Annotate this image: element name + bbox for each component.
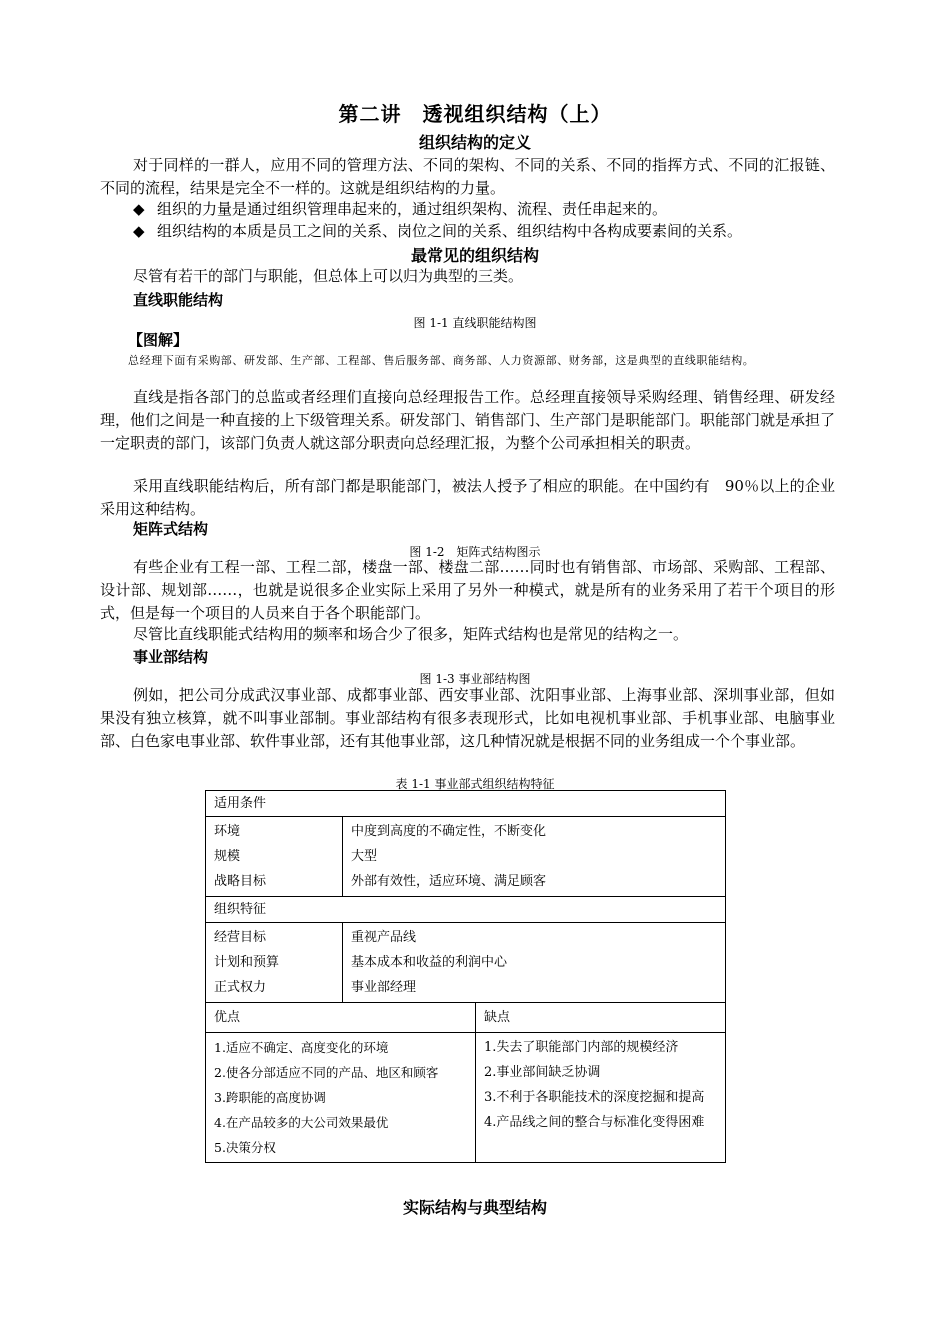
figure-caption: 图 1-2 矩阵式结构图示 [409, 545, 541, 559]
cons-list [476, 1033, 725, 1162]
conditions-labels: 环境 规模 战略目标 [206, 817, 343, 896]
figure-caption: 图 1-3 事业部结构图 [419, 672, 531, 686]
list-item: 3.跨职能的高度协调 [214, 1090, 326, 1105]
table-row [206, 897, 725, 923]
table-caption: 表 1-1 事业部式组织结构特征 [395, 777, 555, 791]
division-structure-table [205, 790, 726, 1163]
paragraph-matrix-2: 尽管比直线职能式结构用的频率和场合少了很多，矩阵式结构也是常见的结构之一。 [133, 625, 689, 643]
list-item: 2.事业部间缺乏协调 [484, 1065, 601, 1080]
figure-caption: 图 1-1 直线职能结构图 [413, 316, 537, 330]
list-item: 1.失去了职能部门内部的规模经济 [484, 1040, 679, 1055]
list-item: 4.在产品较多的大公司效果最优 [214, 1115, 389, 1130]
table-row [206, 923, 725, 1003]
bullet-item: ◆ 组织的力量是通过组织管理串起来的，通过组织架构、流程、责任串起来的。 [133, 200, 668, 218]
paragraph-linear-2: 采用直线职能结构后，所有部门都是职能部门，被法人授予了相应的职能。在中国约有 90％以上的企业采用这种结构。 [100, 477, 835, 518]
table-row [206, 1033, 725, 1162]
conditions-header: 适用条件 [214, 796, 267, 811]
features-header: 组织特征 [214, 902, 267, 917]
pros-list [206, 1033, 476, 1162]
paragraph-matrix-1: 有些企业有工程一部、工程二部，楼盘一部、楼盘二部……同时也有销售部、市场部、采购部、工程部、设计部、规划部……，也就是说很多企业实际上采用了另外一种模式，就是所有的业务采用了若干个项目的形式，但是每一个项目的人员来自于各个职能部门。 [100, 558, 835, 622]
bullet-item: ◆ 组织结构的本质是员工之间的关系、岗位之间的关系、组织结构中各构成要素间的关系。 [133, 222, 743, 240]
features-labels: 经营目标 计划和预算 正式权力 [206, 923, 343, 1002]
table-row [206, 791, 725, 817]
list-item: 3.不利于各职能技术的深度挖掘和提高 [484, 1090, 705, 1105]
heading-common: 最常见的组织结构 [410, 246, 539, 265]
list-item: 1.适应不确定、高度变化的环境 [214, 1040, 389, 1055]
paragraph-linear-1: 直线是指各部门的总监或者经理们直接向总经理报告工作。总经理直接领导采购经理、销售经理、研发经理，他们之间是一种直接的上下级管理关系。研发部门、销售部门、生产部门是职能部门。职能部门就是承担了一定职责的部门，该部门负责人就这部分职责向总经理汇报，为整个公司承担相关的职责。 [100, 388, 836, 452]
list-item: 5.决策分权 [214, 1140, 276, 1155]
heading-matrix: 矩阵式结构 [133, 520, 209, 538]
paragraph-definition: 对于同样的一群人，应用不同的管理方法、不同的架构、不同的关系、不同的指挥方式、不同的汇报链、不同的流程，结果是完全不一样的。这就是组织结构的力量。 [100, 156, 835, 197]
paragraph-division: 例如，把公司分成武汉事业部、成都事业部、西安事业部、沈阳事业部、上海事业部、深圳事业部，但如果没有独立核算，就不叫事业部制。事业部结构有很多表现形式，比如电视机事业部、手机事业部、电脑事业部、白色家电事业部、软件事业部，还有其他事业部，这几种情况就是根据不同的业务组成一个个事业部。 [100, 686, 835, 750]
features-values: 重视产品线 基本成本和收益的利润中心 事业部经理 [351, 930, 508, 995]
page-title: 第二讲 透视组织结构（上） [338, 102, 612, 126]
tujie-text: 总经理下面有采购部、研发部、生产部、工程部、售后服务部、商务部、人力资源部、财务部，这是典型的直线职能结构。 [128, 354, 755, 367]
table-row [206, 1003, 725, 1033]
diamond-bullet-icon: ◆ [133, 200, 145, 218]
diamond-bullet-icon: ◆ [133, 222, 145, 240]
pros-header: 优点 [206, 1003, 476, 1032]
tujie-label: 【图解】 [128, 331, 189, 349]
heading-division: 事业部结构 [133, 648, 209, 666]
heading-definition: 组织结构的定义 [418, 133, 531, 152]
cons-header: 缺点 [484, 1010, 511, 1025]
paragraph-common: 尽管有若干的部门与职能，但总体上可以归为典型的三类。 [133, 267, 524, 285]
table-row [206, 817, 725, 897]
conditions-values: 中度到高度的不确定性，不断变化 大型 外部有效性，适应环境、满足顾客 [351, 824, 547, 889]
heading-linear: 直线职能结构 [133, 291, 224, 309]
heading-final: 实际结构与典型结构 [402, 1198, 547, 1217]
list-item: 2.使各分部适应不同的产品、地区和顾客 [214, 1065, 439, 1080]
list-item: 4.产品线之间的整合与标准化变得困难 [484, 1115, 705, 1130]
